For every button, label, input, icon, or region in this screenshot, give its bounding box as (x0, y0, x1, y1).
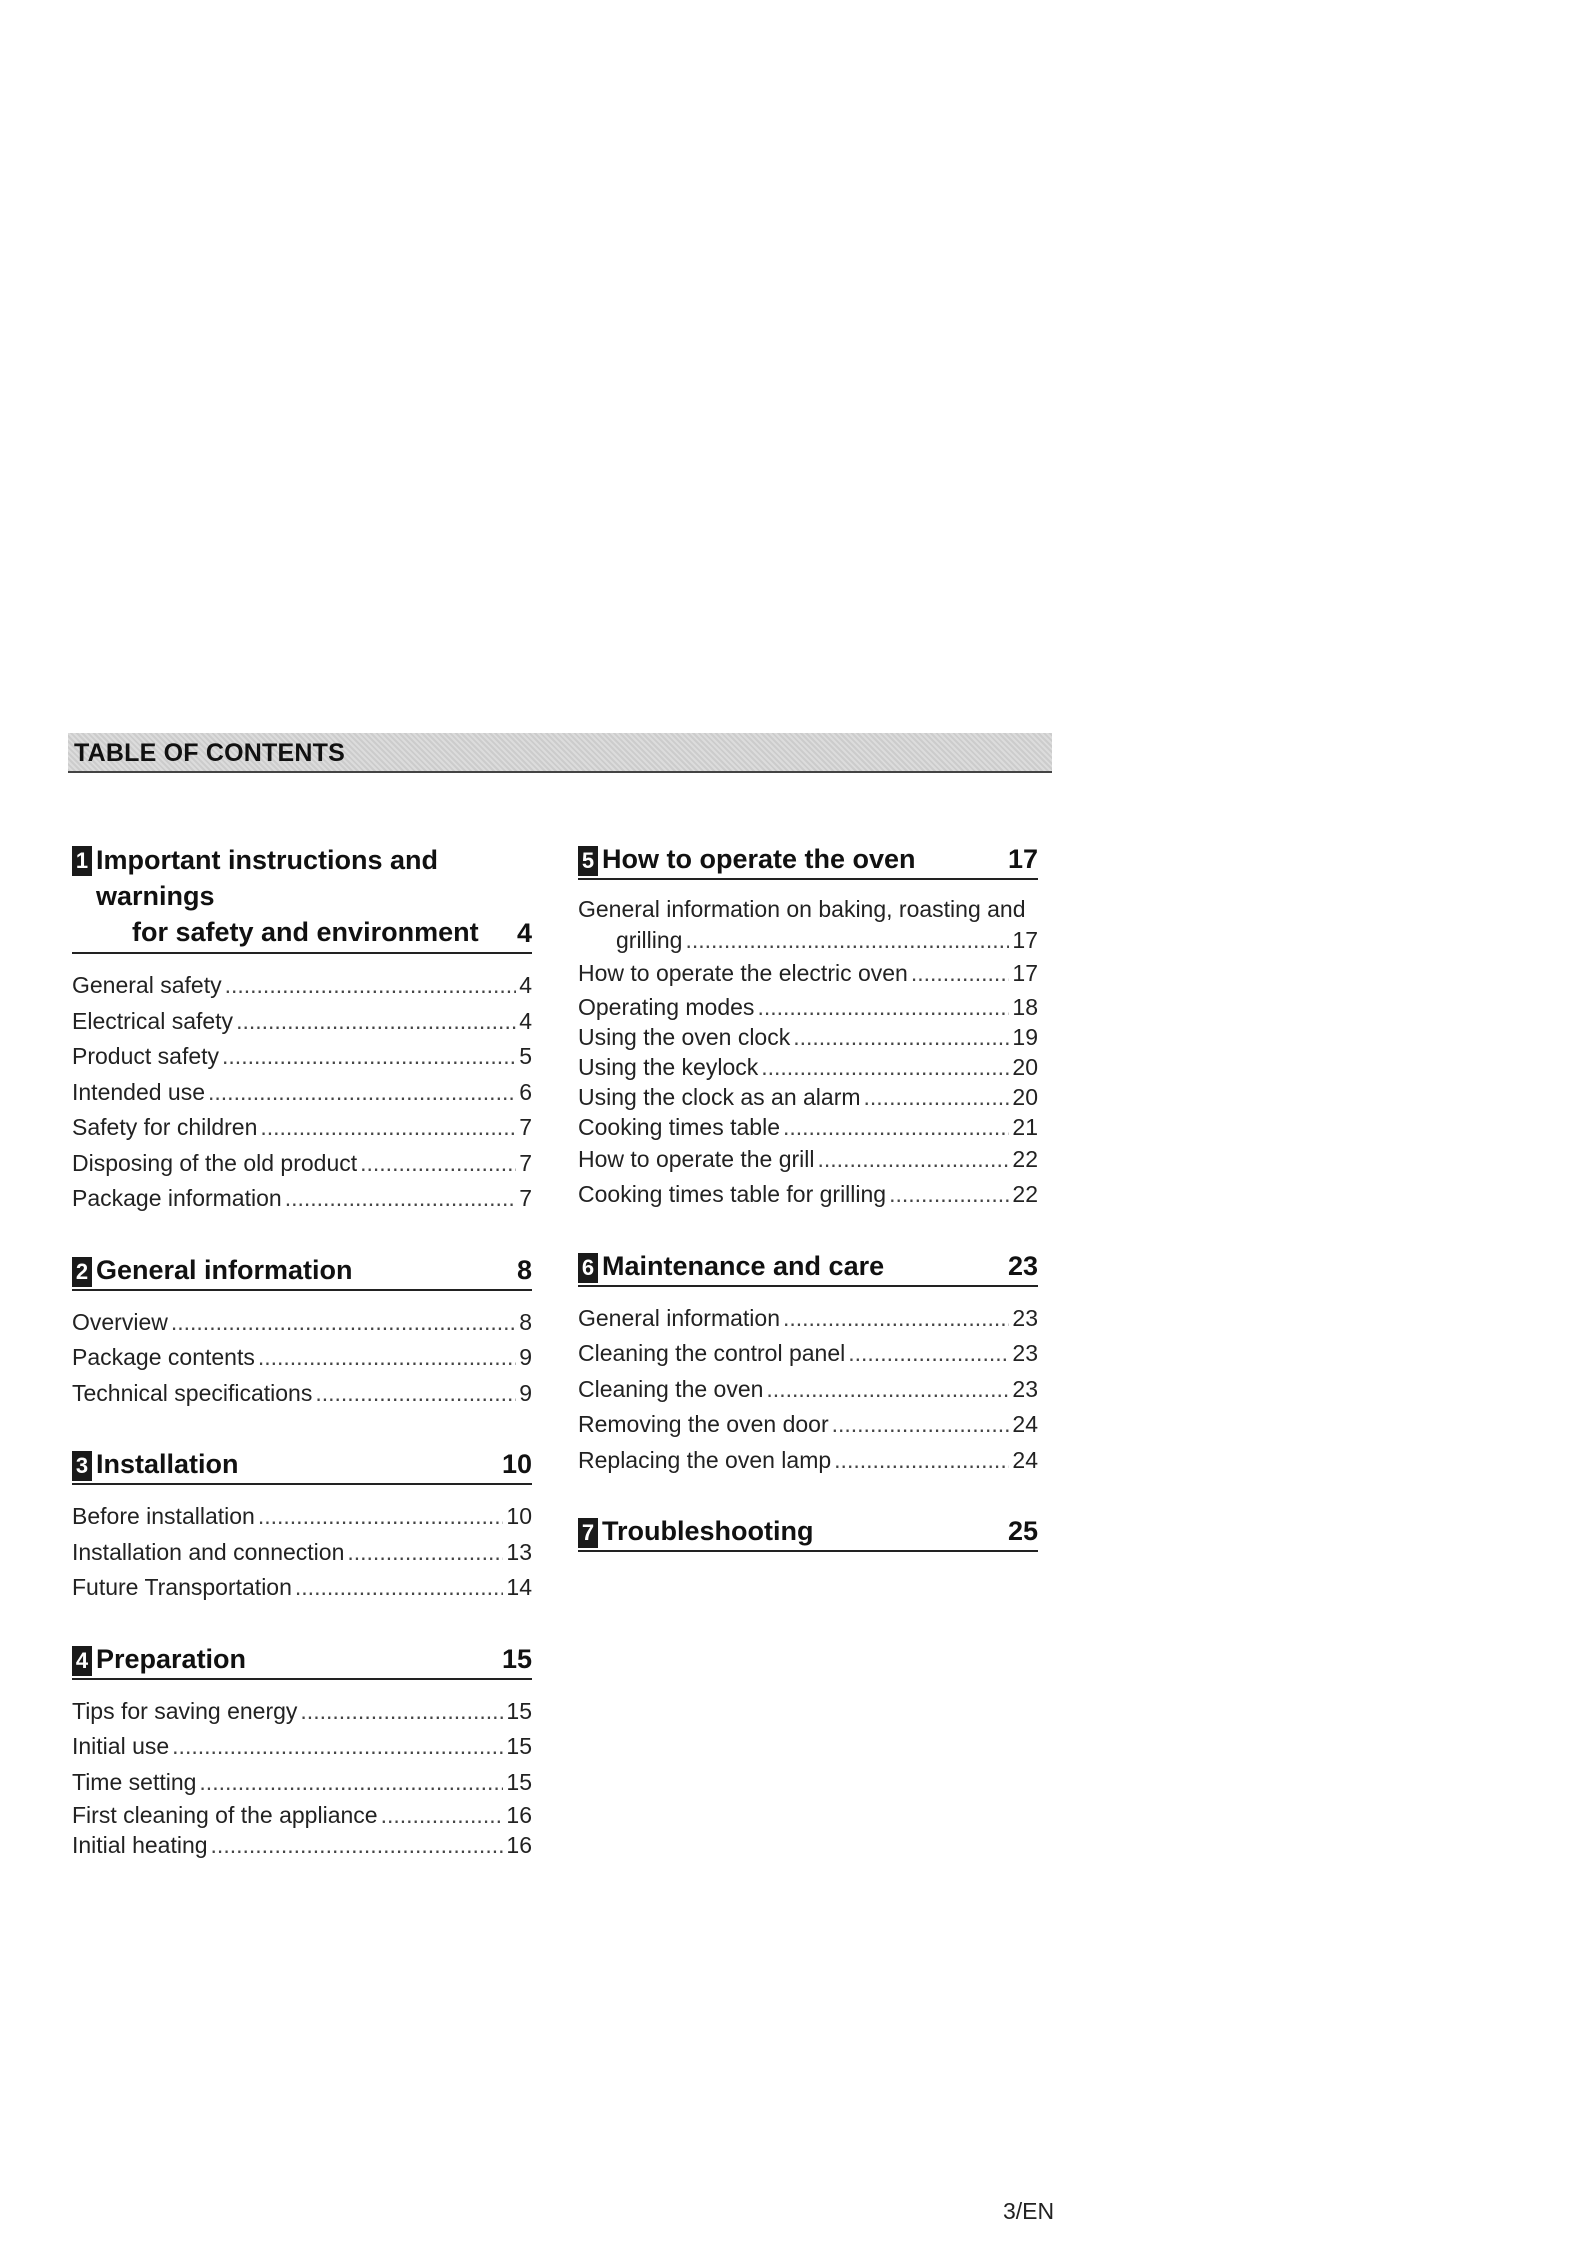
section-number-badge: 3 (72, 1451, 92, 1481)
section-heading[interactable] (72, 1253, 532, 1291)
toc-entry[interactable]: Tips for saving energy ..... 15 (72, 1694, 532, 1730)
toc-entry[interactable]: Disposing of the old product ..... 7 (72, 1146, 532, 1182)
toc-entry[interactable]: First cleaning of the appliance ..... 16 (72, 1800, 532, 1830)
section-page-number: 10 (501, 1449, 532, 1479)
section-page-number: 8 (516, 1254, 532, 1285)
toc-title: TABLE OF CONTENTS (74, 739, 345, 767)
toc-section-4 (72, 1642, 532, 1861)
toc-section-7 (578, 1514, 1038, 1552)
section-page-number: 15 (501, 1643, 532, 1674)
section-title-line-1: Important instructions and warnings (96, 845, 439, 911)
toc-entry[interactable]: Using the keylock ..... 20 (578, 1052, 1038, 1082)
section-page-number: 4 (516, 918, 532, 948)
toc-entry[interactable]: Overview ..... 8 (72, 1305, 532, 1341)
page-number-footer: 3/EN (1003, 2198, 1055, 2224)
toc-entry[interactable]: Cleaning the oven ..... 23 (578, 1372, 1038, 1408)
toc-section-3 (72, 1447, 532, 1606)
section-page-number: 23 (1007, 1250, 1038, 1281)
toc-entry[interactable]: Using the clock as an alarm ..... 20 (578, 1082, 1038, 1112)
toc-entry[interactable]: Future Transportation ..... 14 (72, 1570, 532, 1606)
toc-section-1 (72, 842, 532, 1217)
toc-entry[interactable]: General safety ..... 4 (72, 968, 532, 1004)
toc-entry[interactable]: How to operate the electric oven ..... 17 (578, 956, 1038, 992)
toc-entry[interactable]: Operating modes ..... 18 (578, 992, 1038, 1022)
toc-section-6 (578, 1249, 1038, 1479)
section-heading[interactable] (72, 1642, 532, 1680)
section-title: Installation (96, 1449, 239, 1479)
section-number-badge: 7 (578, 1518, 598, 1548)
toc-entry[interactable]: Replacing the oven lamp ..... 24 (578, 1443, 1038, 1479)
section-number-badge: 6 (578, 1253, 598, 1283)
section-number-badge: 1 (72, 846, 92, 876)
toc-entry[interactable]: Package contents ..... 9 (72, 1340, 532, 1376)
toc-entry[interactable]: How to operate the grill ..... 22 (578, 1142, 1038, 1178)
toc-entry[interactable]: Electrical safety ..... 4 (72, 1004, 532, 1040)
toc-entry[interactable]: Installation and connection ..... 13 (72, 1535, 532, 1571)
toc-section-5 (578, 842, 1038, 1213)
toc-entry[interactable]: Package information ..... 7 (72, 1181, 532, 1217)
toc-entry[interactable]: Before installation ..... 10 (72, 1499, 532, 1535)
section-page-number: 25 (1007, 1516, 1038, 1546)
toc-entry[interactable]: General information ..... 23 (578, 1301, 1038, 1337)
toc-entry[interactable]: Cooking times table ..... 21 (578, 1112, 1038, 1142)
section-title: Preparation (96, 1643, 247, 1674)
section-heading[interactable] (578, 1514, 1038, 1552)
toc-entry[interactable]: Technical specifications ..... 9 (72, 1376, 532, 1412)
toc-left-column (72, 842, 532, 1896)
section-heading[interactable] (578, 1249, 1038, 1287)
toc-entry[interactable]: Intended use ..... 6 (72, 1075, 532, 1111)
section-title: General information (96, 1254, 353, 1285)
toc-entry[interactable]: Cleaning the control panel ..... 23 (578, 1336, 1038, 1372)
toc-entry[interactable]: Initial heating ..... 16 (72, 1830, 532, 1860)
section-title: Maintenance and care (602, 1250, 885, 1281)
section-page-number: 17 (1007, 844, 1038, 874)
toc-entry[interactable]: Time setting ..... 15 (72, 1765, 532, 1801)
toc-entry[interactable]: Removing the oven door ..... 24 (578, 1407, 1038, 1443)
section-number-badge: 4 (72, 1646, 92, 1676)
toc-right-column (578, 842, 1038, 1588)
section-number-badge: 2 (72, 1257, 92, 1287)
section-title: How to operate the oven (602, 844, 916, 874)
section-heading[interactable] (72, 1447, 532, 1485)
section-number-badge: 5 (578, 846, 598, 876)
toc-entry[interactable]: Initial use ..... 15 (72, 1729, 532, 1765)
toc-entry[interactable]: Using the oven clock ..... 19 (578, 1022, 1038, 1052)
section-heading[interactable] (72, 842, 532, 954)
section-heading[interactable] (578, 842, 1038, 880)
toc-header-bar (68, 733, 1052, 773)
section-title (96, 842, 517, 950)
toc-entry[interactable]: General information on baking, roasting and grilling ..... 17 (578, 894, 1038, 956)
toc-section-2 (72, 1253, 532, 1412)
section-title-line-2: for safety and environment (132, 917, 479, 947)
toc-entry[interactable]: Safety for children ..... 7 (72, 1110, 532, 1146)
section-title: Troubleshooting (602, 1516, 814, 1546)
toc-entry[interactable]: Product safety ..... 5 (72, 1039, 532, 1075)
toc-entry[interactable]: Cooking times table for grilling ..... 22 (578, 1177, 1038, 1213)
